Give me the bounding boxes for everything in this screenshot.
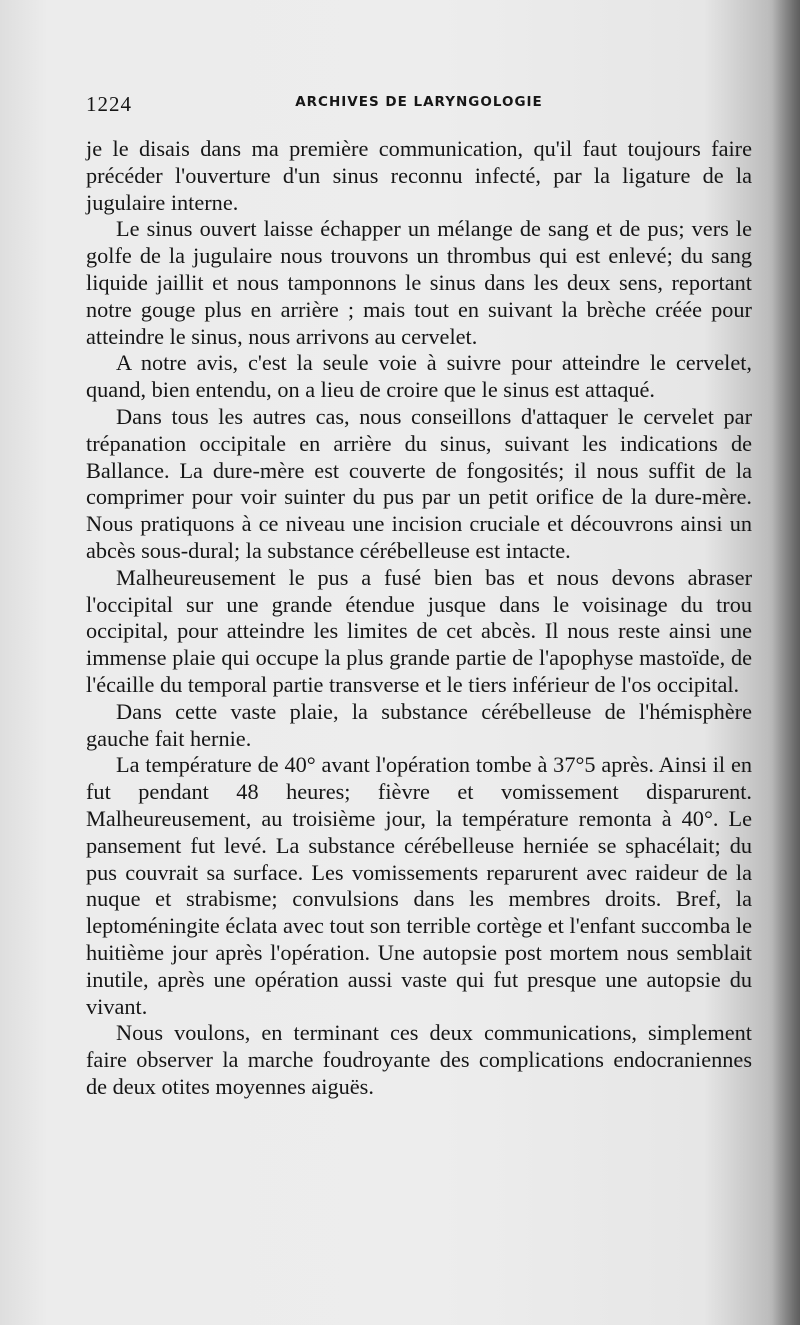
paragraph: je le disais dans ma première communication, qu'il faut toujours faire précéder l'ouverture d'un sinus reconnu infecté, par la ligature de la jugulaire interne. — [86, 136, 752, 215]
journal-title: ARCHIVES DE LARYNGOLOGIE — [295, 94, 543, 110]
book-page — [86, 92, 752, 1101]
paragraph: Dans cette vaste plaie, la substance cérébelleuse de l'hémisphère gauche fait hernie. — [86, 698, 752, 751]
paragraph: Malheureusement le pus a fusé bien bas et nous devons abraser l'occipital sur une grande étendue jusque dans le voisinage du trou occipital, pour atteindre les limites de cet abcès. Il nous reste ainsi une immense plaie qui occupe la plus grande partie de l'apophyse mastoïde, de l'écaille du temporal partie transverse et le tiers inférieur de l'os occipital. — [86, 564, 752, 697]
running-head — [86, 92, 752, 122]
paragraph: A notre avis, c'est la seule voie à suivre pour atteindre le cervelet, quand, bien entendu, on a lieu de croire que le sinus est attaqué. — [86, 350, 752, 403]
paragraph: Dans tous les autres cas, nous conseillons d'attaquer le cervelet par trépanation occipitale en arrière du sinus, suivant les indications de Ballance. La dure-mère est couverte de fongosités; il nous suffit de la comprimer pour voir suinter du pus par un petit orifice de la dure-mère. Nous pratiquons à ce niveau une incision cruciale et découvrons ainsi un abcès sous-dural; la substance cérébelleuse est intacte. — [86, 403, 752, 563]
paragraph: Le sinus ouvert laisse échapper un mélange de sang et de pus; vers le golfe de la jugulaire nous trouvons un thrombus qui est enlevé; du sang liquide jaillit et nous tamponnons le sinus dans les deux sens, reportant notre gouge plus en arrière ; mais tout en suivant la brèche créée pour atteindre le sinus, nous arrivons au cervelet. — [86, 216, 752, 349]
body-text — [86, 136, 752, 1101]
page-gutter-shadow — [772, 0, 800, 1325]
paragraph: La température de 40° avant l'opération tombe à 37°5 après. Ainsi il en fut pendant 48 heures; fièvre et vomissement disparurent. Malheureusement, au troisième jour, la température remonta à 40°. Le pansement fut levé. La substance cérébelleuse herniée se sphacélait; du pus couvrait sa surface. Les vomissements reparurent avec raideur de la nuque et strabisme; convulsions dans les membres droits. Bref, la leptoméningite éclata avec tout son terrible cortège et l'enfant succomba le huitième jour après l'opération. Une autopsie post mortem nous semblait inutile, après une opération aussi vaste qui fut presque une autopsie du vivant. — [86, 752, 752, 1019]
page-number: 1224 — [86, 92, 132, 116]
paragraph: Nous voulons, en terminant ces deux communications, simplement faire observer la marche foudroyante des complications endocraniennes de deux otites moyennes aiguës. — [86, 1020, 752, 1099]
